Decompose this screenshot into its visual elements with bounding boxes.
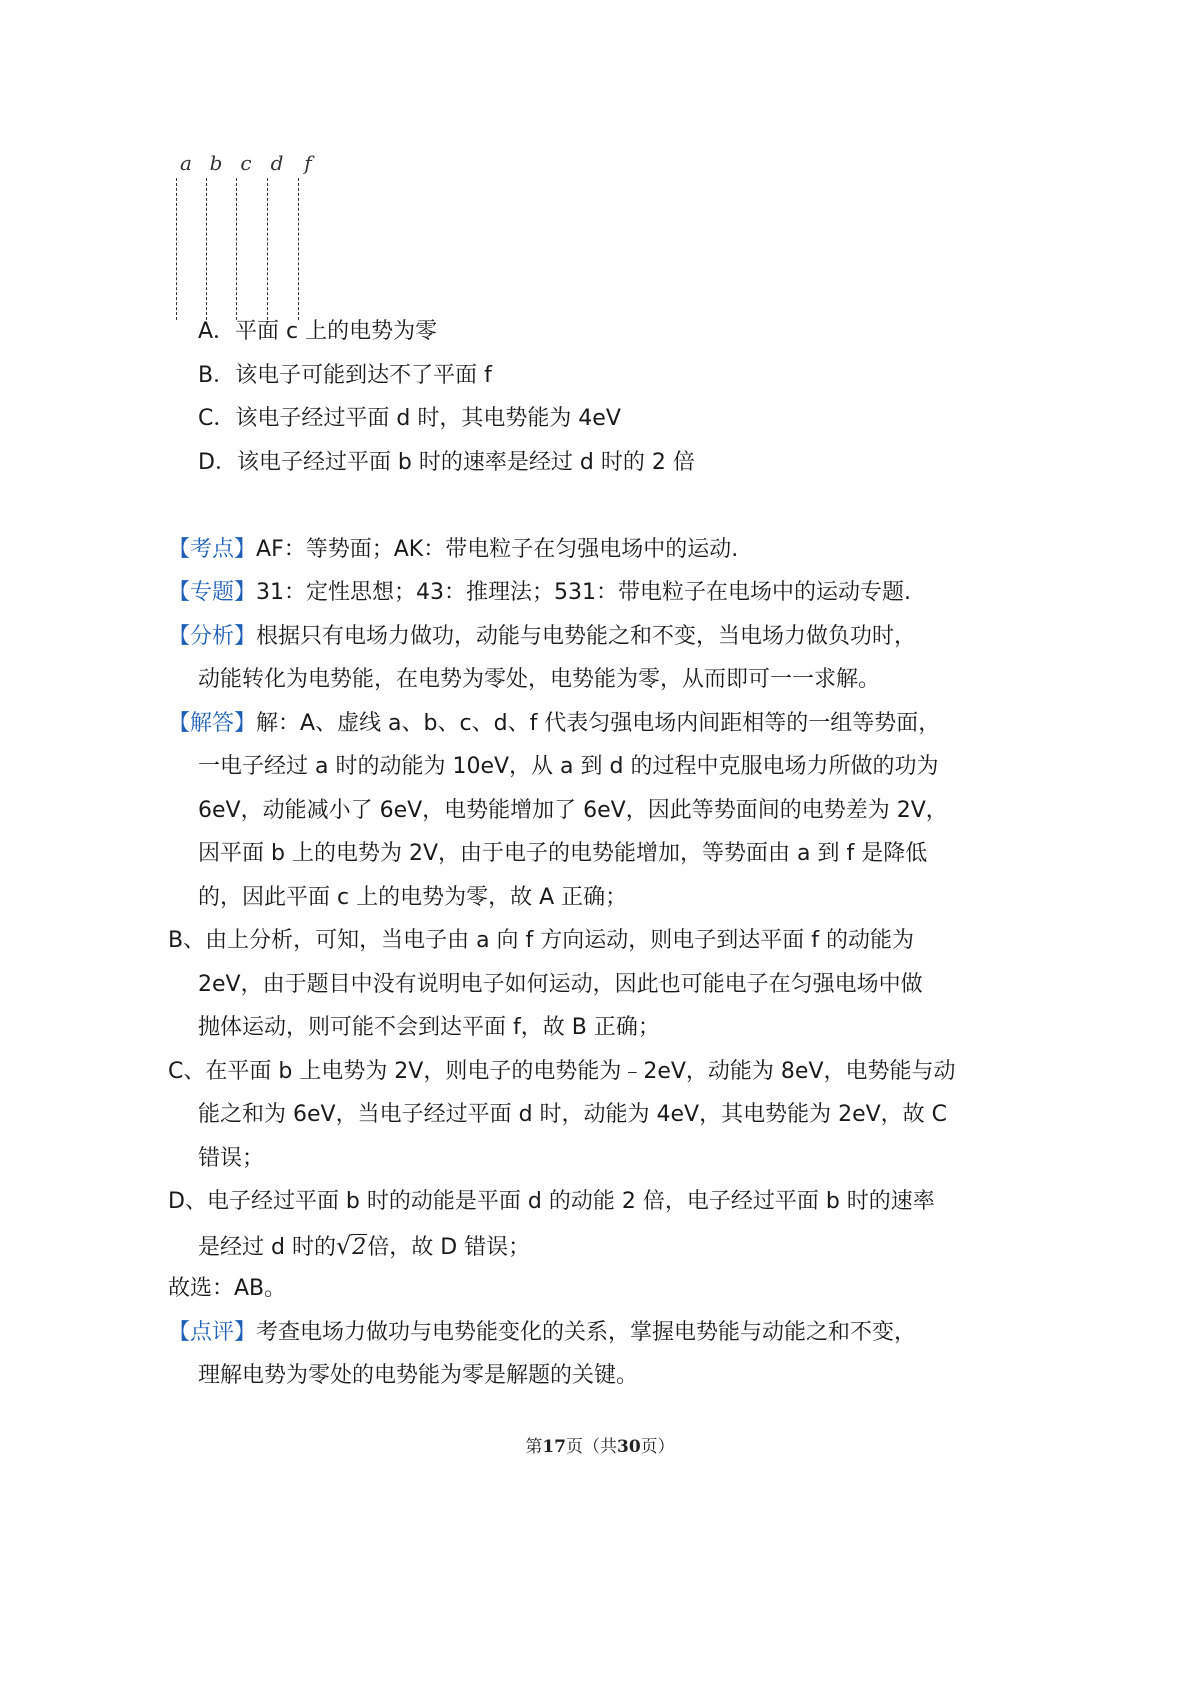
sqrt-expression [336, 1231, 367, 1263]
footer-mid: 页（共 [566, 1437, 617, 1457]
option-b: B．该电子可能到达不了平面 f [198, 363, 492, 388]
jieda-line-5: 的，因此平面 c 上的电势为零，故 A 正确； [198, 885, 628, 910]
part-d-line-2-pre: 是经过 d 时的 [198, 1235, 336, 1260]
part-d-line-1: D、电子经过平面 b 时的动能是平面 d 的动能 2 倍，电子经过平面 b 时的速率 [168, 1189, 935, 1214]
dashed-line-c [236, 178, 237, 320]
option-c: C．该电子经过平面 d 时，其电势能为 4eV [198, 406, 621, 431]
dashed-line-f [298, 178, 299, 320]
dianping-text-1: 考查电场力做功与电势能变化的关系，掌握电势能与动能之和不变， [256, 1320, 917, 1345]
label-b: b [209, 151, 223, 175]
part-c-line-2: 能之和为 6eV，当电子经过平面 d 时，动能为 4eV，其电势能为 2eV，故 C [198, 1102, 948, 1127]
option-a: A．平面 c 上的电势为零 [198, 319, 438, 344]
part-c-line-1: C、在平面 b 上电势为 2V，则电子的电势能为﹣2eV，动能为 8eV，电势能与动 [168, 1059, 956, 1084]
part-b-line-1: B、由上分析，可知，当电子由 a 向 f 方向运动，则电子到达平面 f 的动能为 [168, 928, 915, 953]
equipotential-figure [176, 152, 336, 322]
footer-pre: 第 [525, 1437, 543, 1457]
label-c: c [240, 151, 252, 175]
part-d-line-2-post: 倍，故 D 错误； [367, 1235, 531, 1260]
footer-total-pages: 30 [617, 1437, 641, 1457]
label-a: a [180, 151, 192, 175]
dianping-line-2: 理解电势为零处的电势能为零是解题的关键。 [198, 1363, 639, 1388]
jieda-text-1: 解：A、虚线 a、b、c、d、f 代表匀强电场内间距相等的一组等势面， [256, 711, 941, 736]
dashed-line-b [206, 178, 207, 320]
footer-page-number: 17 [542, 1437, 566, 1457]
fenxi-tag: 【分析】 [168, 624, 257, 649]
option-d: D．该电子经过平面 b 时的速率是经过 d 时的 2 倍 [198, 450, 695, 475]
label-f: f [304, 151, 312, 175]
zhuanti-text: 31：定性思想；43：推理法；531：带电粒子在电场中的运动专题. [256, 580, 911, 605]
zhuanti-line [168, 578, 911, 608]
radical-sign: √ [335, 1232, 352, 1260]
jieda-line-2: 一电子经过 a 时的动能为 10eV，从 a 到 d 的过程中克服电场力所做的功为 [198, 754, 939, 779]
fenxi-line-2: 动能转化为电势能，在电势为零处，电势能为零，从而即可一一求解。 [198, 667, 881, 692]
jieda-line-4: 因平面 b 上的电势为 2V，由于电子的电势能增加，等势面由 a 到 f 是降低 [198, 841, 928, 866]
sqrt-radicand: 2 [352, 1235, 367, 1260]
fenxi-text-1: 根据只有电场力做功，动能与电势能之和不变，当电场力做负功时， [256, 624, 917, 649]
label-d: d [270, 151, 284, 175]
dianping-line-1 [168, 1318, 916, 1348]
dashed-line-d [267, 178, 268, 320]
kaodian-text: AF：等势面；AK：带电粒子在匀强电场中的运动. [256, 537, 739, 562]
part-c-line-3: 错误； [198, 1146, 265, 1171]
jieda-line-3: 6eV，动能减小了 6eV，电势能增加了 6eV，因此等势面间的电势差为 2V， [198, 798, 948, 823]
page-footer [0, 1432, 1200, 1457]
jieda-tag: 【解答】 [168, 711, 257, 736]
dianping-tag: 【点评】 [168, 1320, 257, 1345]
part-d-line-2 [198, 1231, 530, 1263]
part-b-line-3: 抛体运动，则可能不会到达平面 f，故 B 正确； [198, 1015, 660, 1040]
part-b-line-2: 2eV，由于题目中没有说明电子如何运动，因此也可能电子在匀强电场中做 [198, 972, 923, 997]
answer-line: 故选：AB。 [168, 1276, 287, 1301]
footer-post: 页） [640, 1437, 675, 1457]
jieda-line-1 [168, 709, 940, 739]
kaodian-tag: 【考点】 [168, 537, 257, 562]
dashed-line-a [176, 178, 177, 320]
kaodian-line [168, 535, 738, 565]
fenxi-line-1 [168, 622, 916, 652]
zhuanti-tag: 【专题】 [168, 580, 257, 605]
